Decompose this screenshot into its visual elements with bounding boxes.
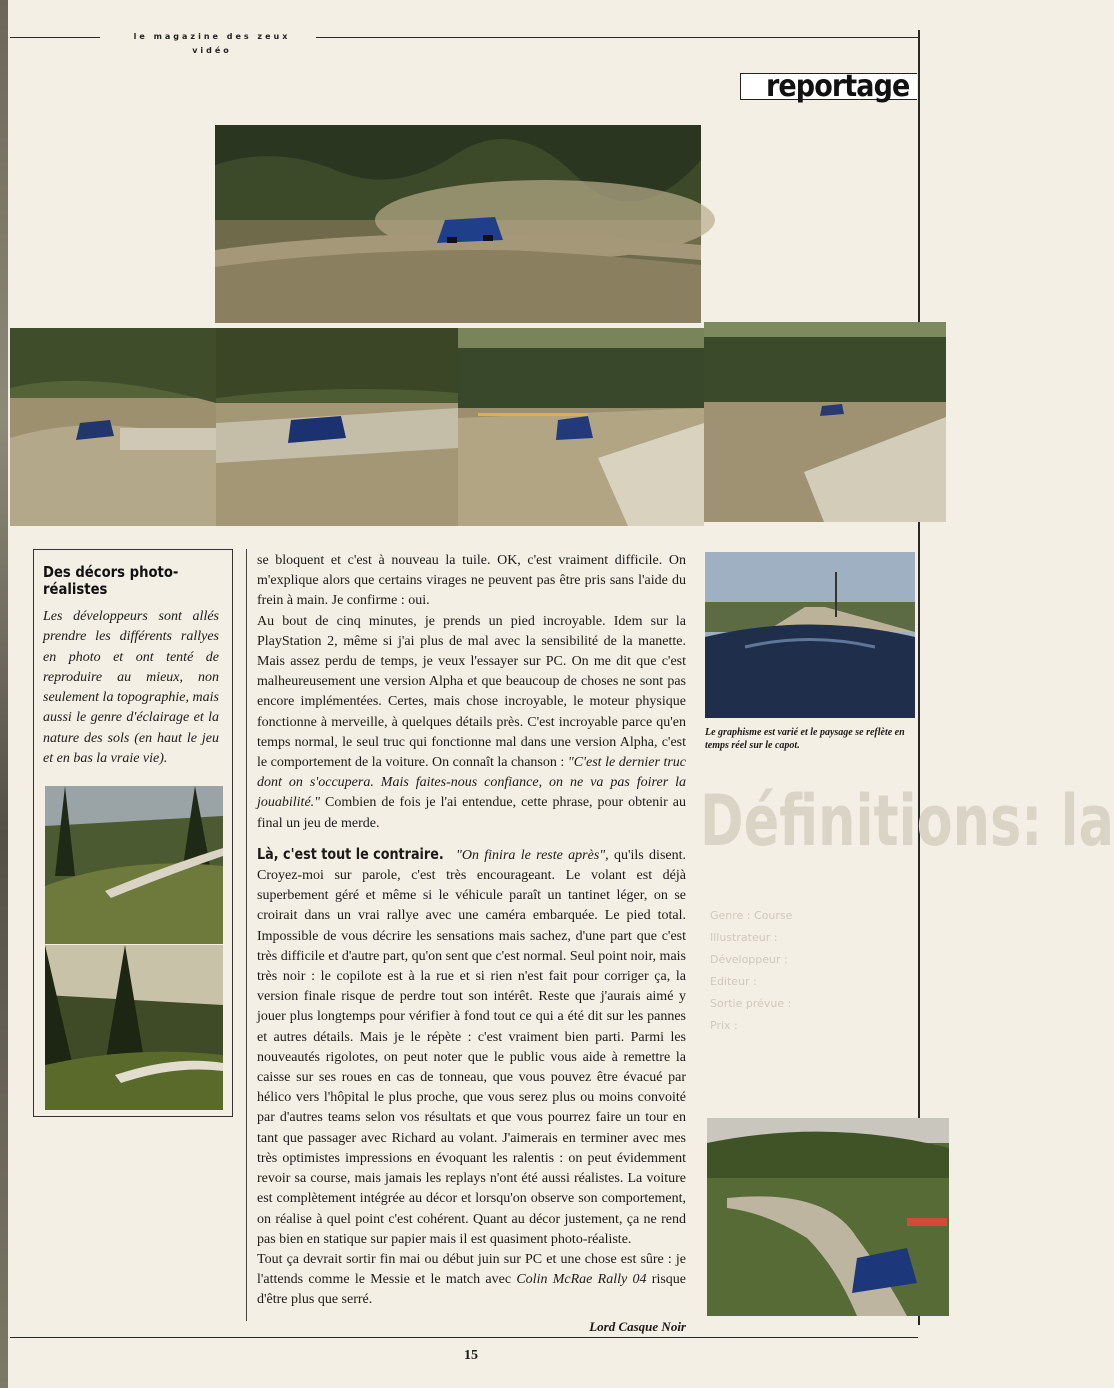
sidebar-title: Des décors photo-réalistes (43, 563, 179, 598)
sidebar-text: Les développeurs sont allés prendre les différents rallyes en photo et ont tenté de reproduire au mieux, non seulement la topographie, mais aussi le genre d'éclairage et la nature des sols (en haut le jeu et en bas la vraie vie). (43, 609, 219, 767)
sidebar-photo-top (45, 786, 223, 944)
top-screenshot (215, 125, 701, 323)
bleed-through-list: Genre : Course Illustrateur : Développeur : Editeur : Sortie prévue : Prix : (710, 909, 793, 1032)
sidebar-photo-bottom (45, 945, 223, 1110)
article-paragraph (257, 1250, 686, 1311)
sidebar-box (33, 549, 233, 1117)
strip-screenshot-2 (216, 328, 458, 526)
footer-rule (10, 1337, 918, 1338)
article-text: Combien de fois je l'ai entendue, cette phrase, pour obtenir au final un jeu de merde. (257, 795, 686, 831)
game-title: Colin McRae Rally 04 (516, 1272, 647, 1288)
author-signature: Lord Casque Noir (589, 1318, 686, 1334)
article-text: , qu'ils disent. Croyez-moi sur parole, c'est très encourageant. Le volant est déjà superbement géré et même si le véhicule paraît un tantinet léger, on se croirait dans un vrai rallye avec une caméra embarquée. Le pied total. Impossible de vous décrire les sensations mais sachez, d'une part que c'est très difficile et d'autre part, qu'on sent que c'est normal. Seul point noir, mais très noir : le copilote est à la rue et si rien n'est fait pour corriger ça, la version finale risque de perdre tout son intérêt. Reste que j'aurais aimé y jouer plus longtemps pour vérifier à fond tout ce qui a été dit sur les pannes et autres détails. Mais je le répète : c'est vraiment bien parti. Parmi les nouveautés rigolotes, on peut noter que le public vous aide à remettre la caisse sur ses roues en cas de tonneau, que vous pouvez être évacué par hélico vers l'hôpital le plus proche, que vous serez plus ou moins convoité par d'autres teams selon vos résultats et que vous pourrez faire un tour en tant que passager avec Richard au volant. J'aimerais en terminer avec mes très optimistes impressions en évoquant les ralentis : on peut évidemment revoir sa course, mais jamais les replays n'ont été aussi réalistes. La voiture est complètement intégrée au décor et lorsqu'on observe son comportement, on réalise à quel point c'est cohérent. Quant au décor justement, ça ne rend pas bien en statique sur papier mais il est quasiment photo-réaliste. (257, 847, 686, 1247)
image-caption: Le graphisme est varié et le paysage se reflète en temps réel sur le capot. (705, 727, 905, 751)
column-rule (246, 549, 247, 1321)
article-paragraph: se bloquent et c'est à nouveau la tuile. OK, c'est vraiment difficile. On m'explique alors que certains virages ne peuvent pas être pris sans l'aide du frein à main. Je confirme : oui. (257, 553, 686, 609)
strip-screenshot-1 (10, 328, 216, 526)
article-paragraph (257, 844, 686, 1250)
right-screenshot (705, 552, 915, 718)
page-binding-edge (0, 0, 8, 1388)
article-quote: "C'est le dernier truc dont on s'occupera. Mais faites-nous confiance, on ne va pas foirer la jouabilité." (257, 755, 686, 811)
section-rubric (740, 69, 917, 104)
article-text: risque d'être plus que serré. (257, 1272, 686, 1308)
article-paragraph (257, 612, 686, 834)
header-rule-right (316, 37, 920, 38)
magazine-tagline: le magazine des zeux vidéo (112, 30, 312, 44)
article-text: Au bout de cinq minutes, je prends un pied incroyable. Idem sur la PlayStation 2, même si j'ai plus de mal avec la sensibilité de la manette. Mais assez perdu de temps, je veux l'essayer sur PC. On me dit que c'est malheureusement une version Alpha et que beaucoup de choses ne sont pas encore implémentées. Certes, mais chose incroyable, le moteur physique fonctionne à merveille, à quelques détails près. C'est incroyable parce qu'en temps normal, le seul truc qui fonctionne mal dans une version Alpha, c'est le comportement de la voiture. On connaît la chanson : (257, 613, 686, 771)
header-rule-left (10, 37, 100, 38)
rubric-label: reportage (765, 69, 909, 104)
article-text: Tout ça devrait sortir fin mai ou début juin sur PC et une chose est sûre : je l'attends comme le Messie et le match avec (257, 1251, 686, 1288)
article-body (257, 551, 686, 1337)
bleed-through-text: Définitions: la (700, 780, 1114, 862)
bottom-right-screenshot (707, 1118, 949, 1316)
page-number: 15 (464, 1348, 478, 1363)
run-in-heading: Là, c'est tout le contraire. (257, 844, 444, 863)
strip-screenshot-3 (458, 328, 704, 526)
strip-screenshot-4 (704, 322, 946, 522)
article-quote: "On finira le reste après" (455, 847, 606, 863)
